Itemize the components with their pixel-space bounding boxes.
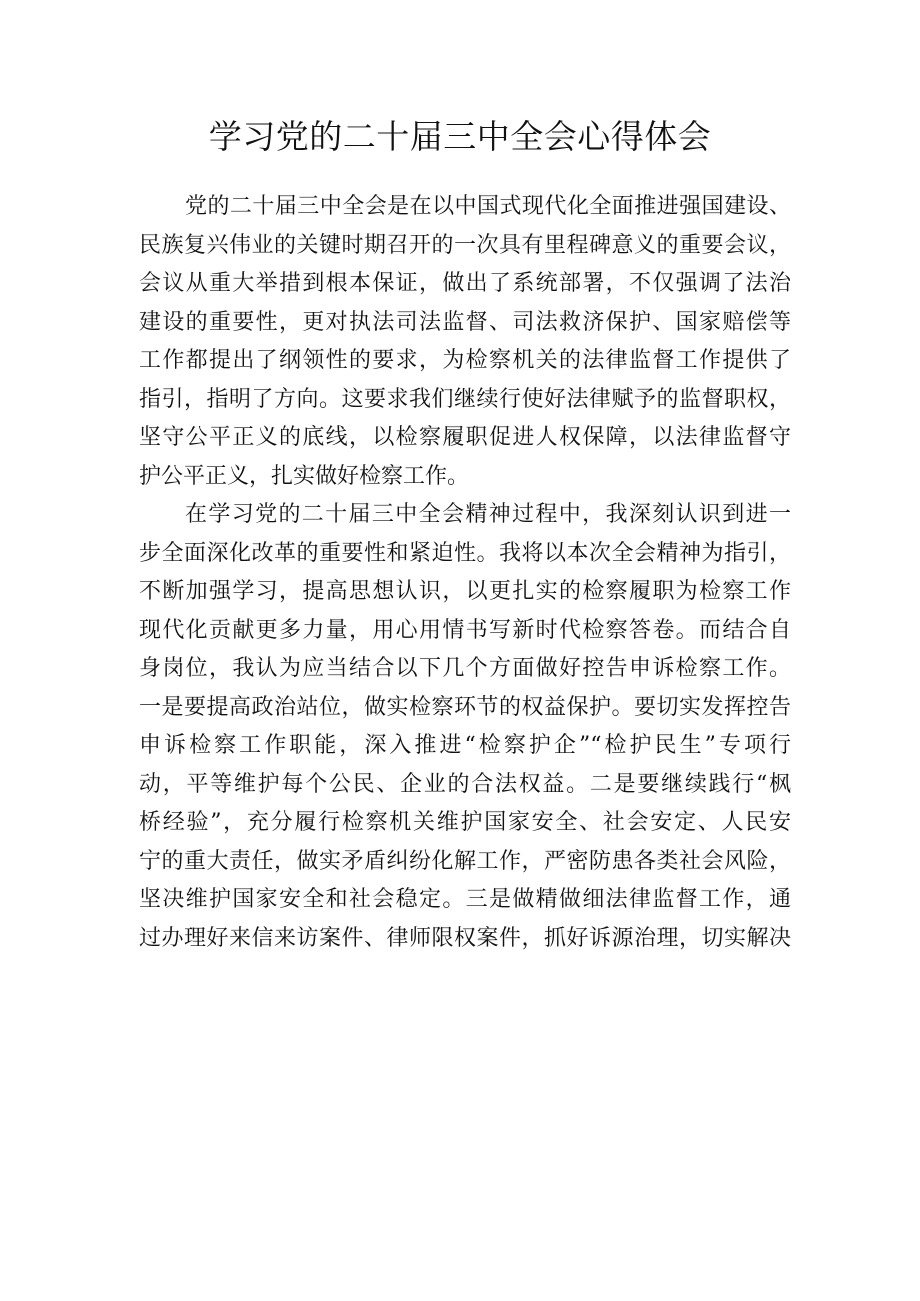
paragraph-line: 动，平等维护每个公民、企业的合法权益。二是要继续践行“枫 [139, 771, 791, 797]
paragraph-line: 建设的重要性，更对执法司法监督、司法救济保护、国家赔偿等 [139, 309, 791, 335]
document-body [139, 188, 791, 958]
paragraph-line: 一是要提高政治站位，做实检察环节的权益保护。要切实发挥控告 [139, 694, 791, 720]
paragraph-line: 坚决维护国家安全和社会稳定。三是做精做细法律监督工作，通 [139, 887, 791, 912]
paragraph-line: 不断加强学习，提高思想认识，以更扎实的检察履职为检察工作 [139, 579, 791, 604]
paragraph-2 [139, 496, 791, 958]
paragraph-line: 过办理好来信来访案件、律师限权案件，抓好诉源治理，切实解决 [139, 925, 791, 951]
paragraph-line: 民族复兴伟业的关键时期召开的一次具有里程碑意义的重要会议， [139, 232, 791, 258]
paragraph-line: 步全面深化改革的重要性和紧迫性。我将以本次全会精神为指引， [139, 540, 791, 566]
paragraph-line: 身岗位，我认为应当结合以下几个方面做好控告申诉检察工作。 [139, 656, 791, 681]
paragraph-line: 会议从重大举措到根本保证，做出了系统部署，不仅强调了法治 [139, 271, 791, 296]
paragraph-line: 指引，指明了方向。这要求我们继续行使好法律赋予的监督职权， [139, 386, 791, 412]
paragraph-line: 现代化贡献更多力量，用心用情书写新时代检察答卷。而结合自 [139, 617, 791, 643]
paragraph-line: 护公平正义，扎实做好检察工作。 [139, 463, 470, 489]
paragraph-line: 工作都提出了纲领性的要求，为检察机关的法律监督工作提供了 [139, 348, 791, 373]
paragraph-line: 坚守公平正义的底线，以检察履职促进人权保障，以法律监督守 [139, 425, 791, 450]
paragraph-1 [139, 188, 791, 496]
document-title: 学习党的二十届三中全会心得体会 [208, 117, 712, 156]
paragraph-line: 在学习党的二十届三中全会精神过程中，我深刻认识到进一 [185, 502, 791, 527]
paragraph-line: 申诉检察工作职能，深入推进“检察护企”“检护民生”专项行 [139, 733, 791, 758]
paragraph-line: 党的二十届三中全会是在以中国式现代化全面推进强国建设、 [185, 194, 791, 219]
paragraph-line: 桥经验”，充分履行检察机关维护国家安全、社会安定、人民安 [139, 810, 791, 835]
paragraph-line: 宁的重大责任，做实矛盾纠纷化解工作，严密防患各类社会风险， [139, 848, 791, 874]
